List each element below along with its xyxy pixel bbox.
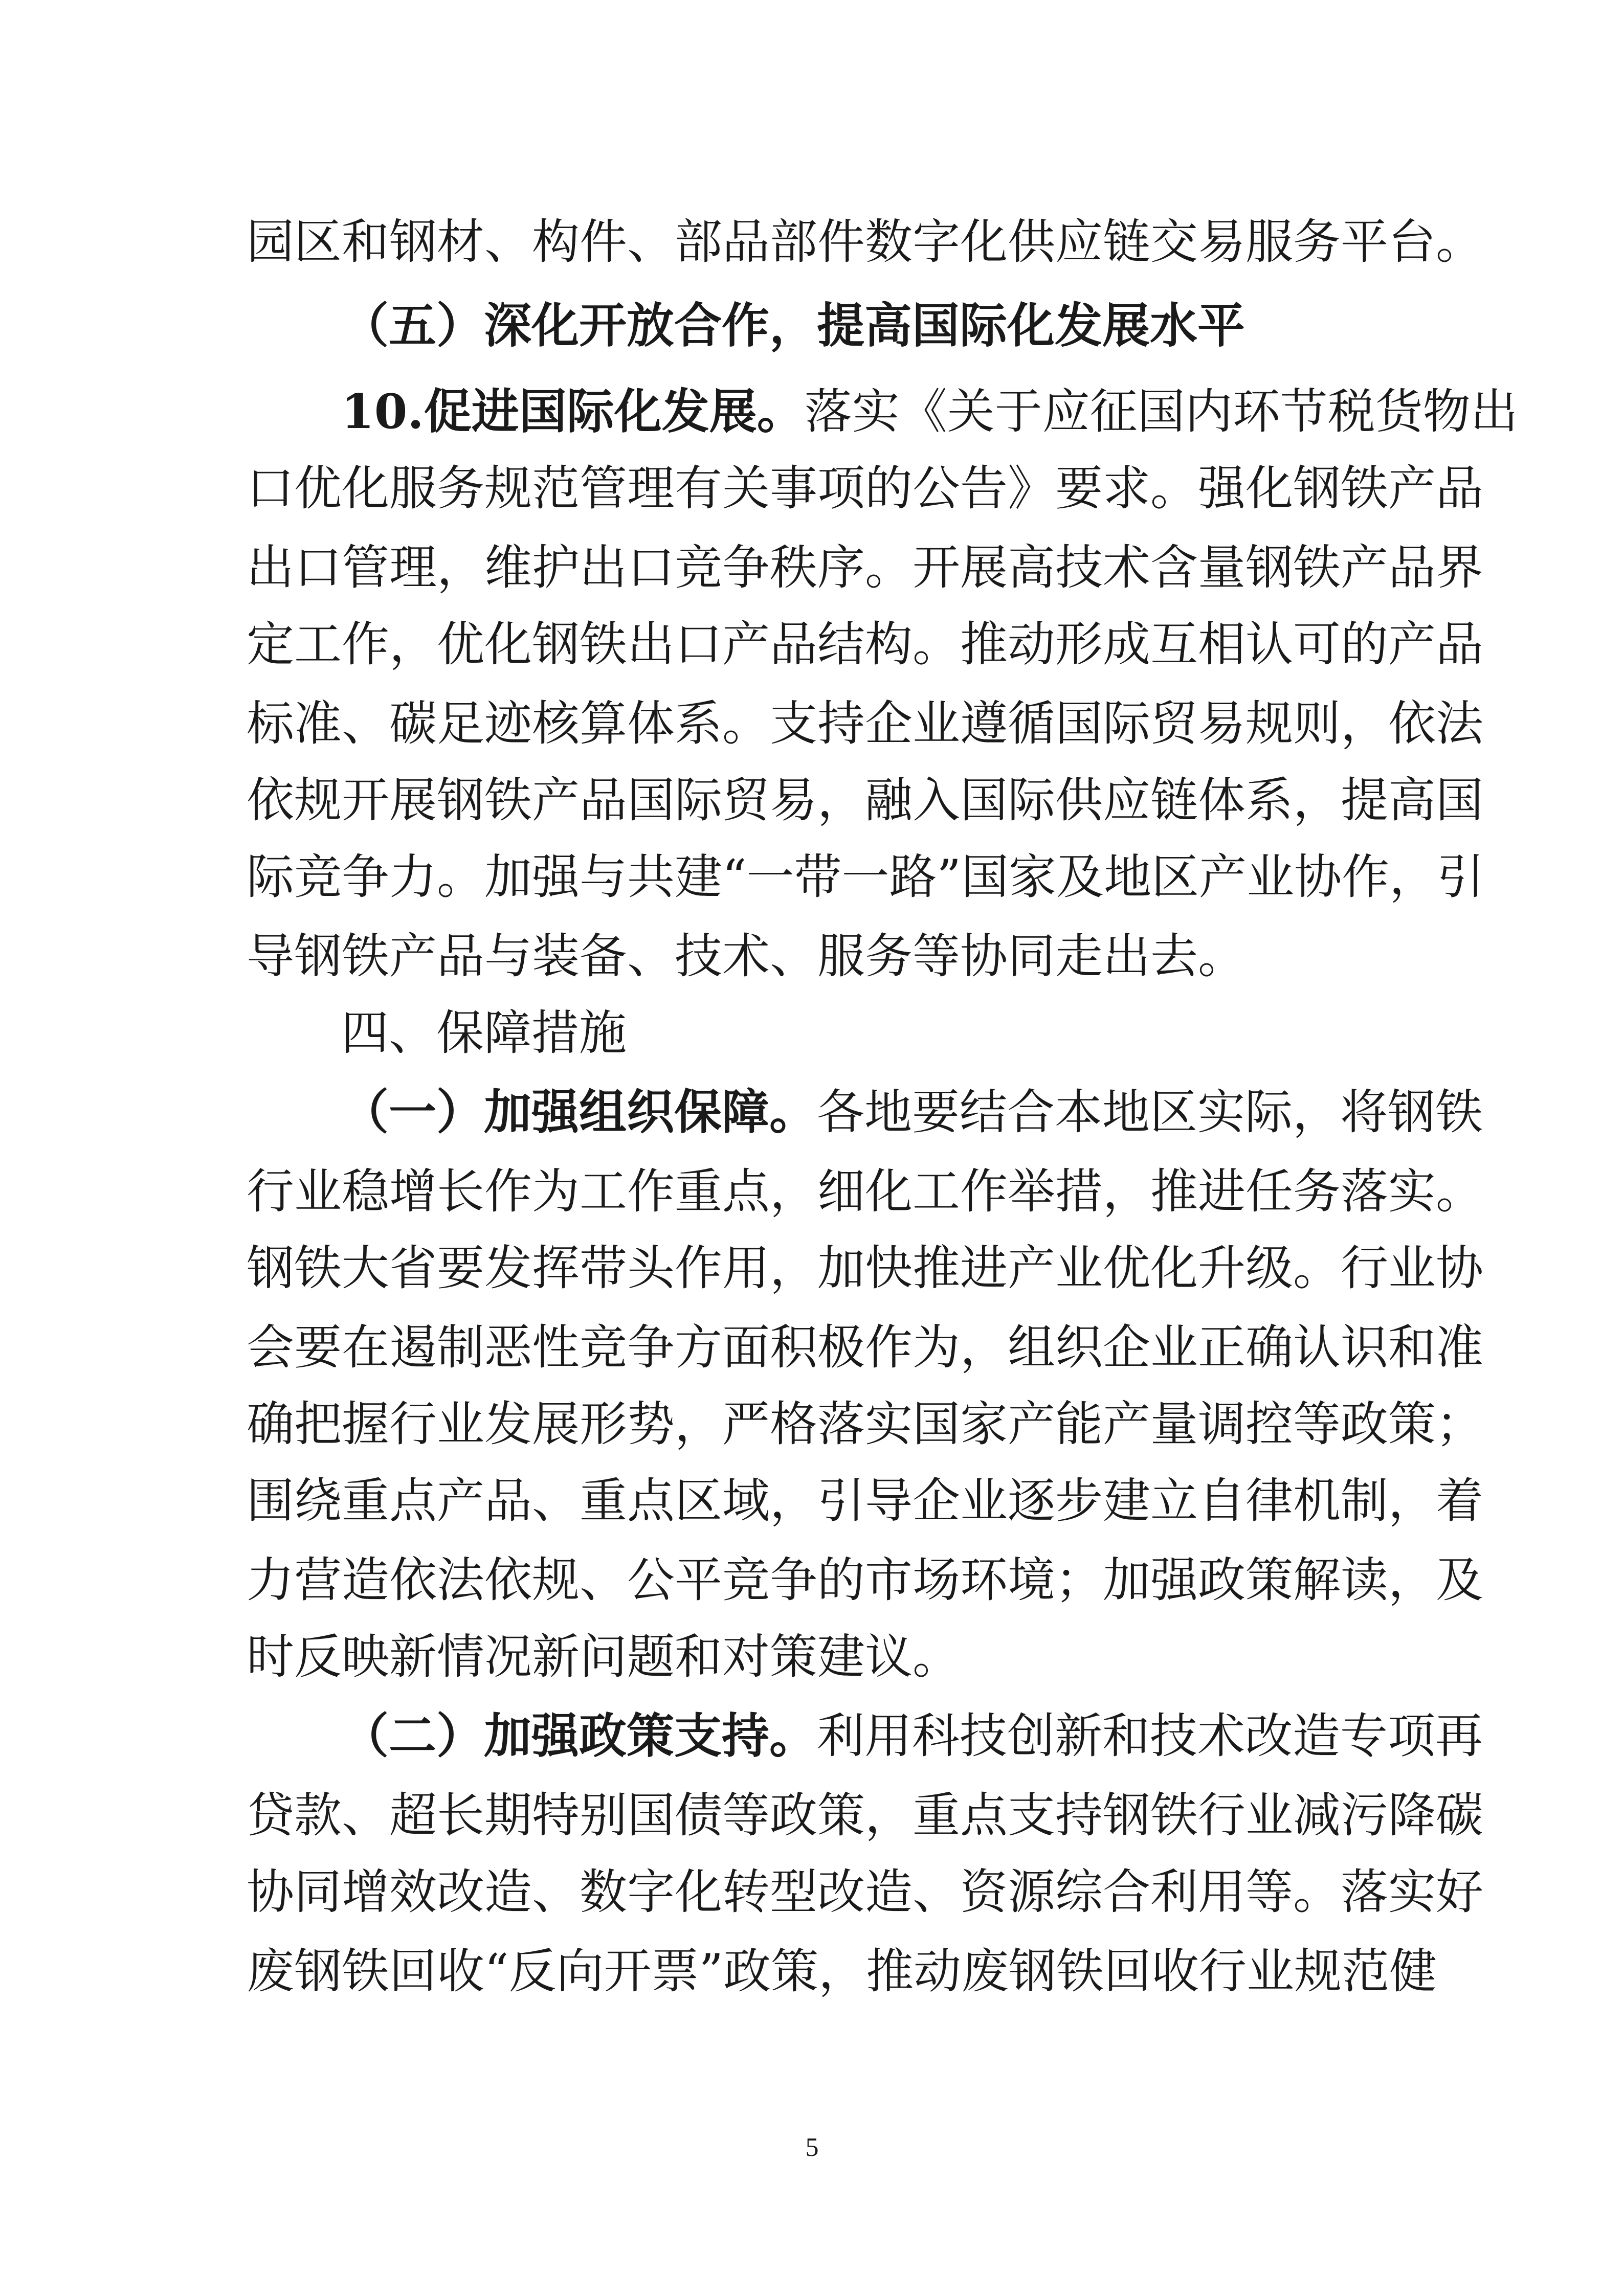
text-line: 钢铁大省要发挥带头作用，加快推进产业优化升级。行业协 (247, 1241, 1483, 1296)
text-line: 口优化服务规范管理有关事项的公告》要求。强化钢铁产品 (247, 461, 1483, 516)
text-line: 贷款、超长期特别国债等政策，重点支持钢铁行业减污降碳 (247, 1788, 1483, 1843)
text-line: 时反映新情况新问题和对策建议。 (247, 1629, 960, 1684)
text-line: 10.促进国际化发展。落实《关于应征国内环节税货物出 (341, 384, 1518, 439)
text-line: 会要在遏制恶性竞争方面积极作为，组织企业正确认识和准 (247, 1320, 1483, 1375)
section-heading: 四、保障措施 (341, 1005, 627, 1061)
text-line: 标准、碳足迹核算体系。支持企业遵循国际贸易规则，依法 (247, 696, 1483, 751)
page-number: 5 (805, 2133, 819, 2162)
text-line: 际竞争力。加强与共建“一带一路”国家及地区产业协作，引 (247, 849, 1485, 905)
text-line: 确把握行业发展形势，严格落实国家产能产量调控等政策； (247, 1397, 1483, 1452)
text-line: 围绕重点产品、重点区域，引导企业逐步建立自律机制，着 (247, 1473, 1483, 1528)
text-line: 园区和钢材、构件、部品部件数字化供应链交易服务平台。 (247, 214, 1483, 269)
text-line: 导钢铁产品与装备、技术、服务等协同走出去。 (247, 929, 1245, 984)
text-line: （一）加强组织保障。各地要结合本地区实际，将钢铁 (341, 1084, 1483, 1140)
text-line: 力营造依法依规、公平竞争的市场环境；加强政策解读，及 (247, 1552, 1483, 1608)
text-line: （二）加强政策支持。利用科技创新和技术改造专项再 (341, 1708, 1483, 1764)
text-line: 出口管理，维护出口竞争秩序。开展高技术含量钢铁产品界 (247, 540, 1483, 595)
text-line: 协同增效改造、数字化转型改造、资源综合利用等。落实好 (247, 1864, 1483, 1920)
text-line: 依规开展钢铁产品国际贸易，融入国际供应链体系，提高国 (247, 773, 1483, 828)
text-line: 行业稳增长作为工作重点，细化工作举措，推进任务落实。 (247, 1164, 1483, 1219)
section-heading: （五）深化开放合作，提高国际化发展水平 (341, 298, 1245, 353)
text-line: 废钢铁回收“反向开票”政策，推动废钢铁回收行业规范健 (247, 1944, 1437, 1999)
text-line: 定工作，优化钢铁出口产品结构。推动形成互相认可的产品 (247, 617, 1483, 672)
